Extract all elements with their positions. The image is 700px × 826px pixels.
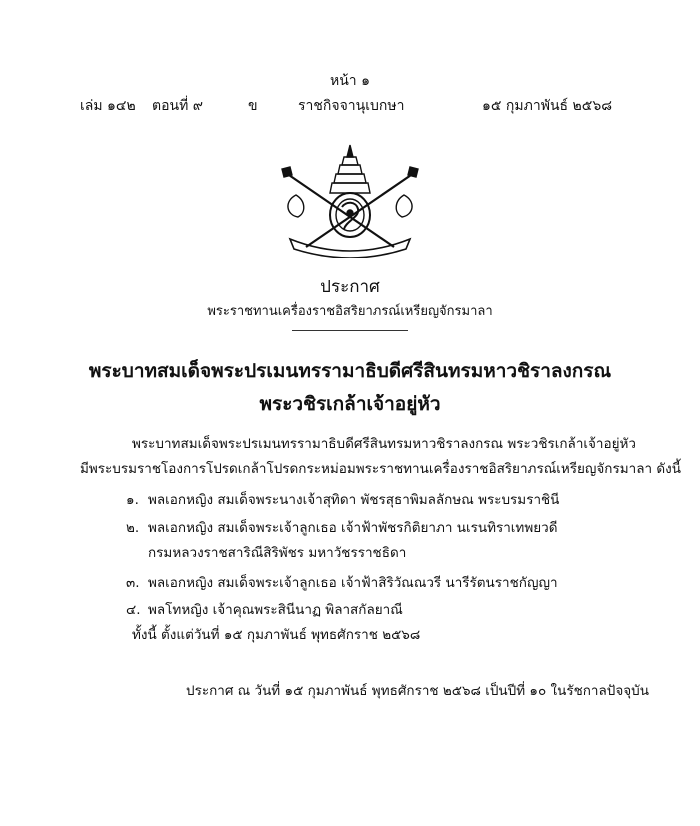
volume-label: เล่ม ๑๔๒ — [80, 98, 136, 114]
recipient-name: พลเอกหญิง สมเด็จพระนางเจ้าสุทิดา พัชรสุธาพิมลลักษณ พระบรมราชินี — [148, 492, 560, 508]
page-number: หน้า ๑ — [330, 73, 370, 89]
recipient-number: ๑. — [126, 492, 139, 508]
recipient-name: พลโทหญิง เจ้าคุณพระสินีนาฏ พิลาสกัลยาณี — [148, 602, 403, 618]
royal-title-line-2: พระวชิรเกล้าเจ้าอยู่หัว — [259, 393, 441, 415]
recipient-name: พลเอกหญิง สมเด็จพระเจ้าลูกเธอ เจ้าฟ้าสิริวัณณวรี นารีรัตนราชกัญญา — [148, 575, 558, 591]
recipient-name-continued: กรมหลวงราชสาริณีสิริพัชร มหาวัชรราชธิดา — [148, 545, 407, 561]
section-label: ตอนที่ ๙ — [152, 98, 204, 114]
recipient-number: ๓. — [126, 575, 140, 591]
document-subject: พระราชทานเครื่องราชอิสริยาภรณ์เหรียญจักรมาลา — [207, 304, 493, 319]
heading-divider — [292, 330, 408, 331]
recipient-name: พลเอกหญิง สมเด็จพระเจ้าลูกเธอ เจ้าฟ้าพัชรกิติยาภา นเรนทิราเทพยวดี — [148, 520, 558, 536]
closing-statement: ประกาศ ณ วันที่ ๑๕ กุมภาพันธ์ พุทธศักราช ๒๕๖๘ เป็นปีที่ ๑๐ ในรัชกาลปัจจุบัน — [186, 683, 649, 699]
part-label: ข — [248, 98, 258, 114]
document-type: ประกาศ — [320, 277, 380, 297]
recipient-number: ๔. — [126, 602, 141, 618]
publication-date: ๑๕ กุมภาพันธ์ ๒๕๖๘ — [482, 98, 613, 114]
recipient-number: ๒. — [126, 520, 140, 536]
intro-line-1: พระบาทสมเด็จพระปรเมนทรรามาธิบดีศรีสินทรมหาวชิราลงกรณ พระวชิรเกล้าเจ้าอยู่หัว — [132, 436, 637, 452]
effective-date: ทั้งนี้ ตั้งแต่วันที่ ๑๕ กุมภาพันธ์ พุทธศักราช ๒๕๖๘ — [132, 627, 421, 643]
royal-cypher-emblem-icon — [276, 143, 424, 258]
publication-name: ราชกิจจานุเบกษา — [298, 98, 405, 114]
intro-line-2: มีพระบรมราชโองการโปรดเกล้าโปรดกระหม่อมพระราชทานเครื่องราชอิสริยาภรณ์เหรียญจักรมาลา ดังนี้ — [80, 461, 681, 477]
royal-title-line-1: พระบาทสมเด็จพระปรเมนทรรามาธิบดีศรีสินทรมหาวชิราลงกรณ — [88, 360, 612, 382]
